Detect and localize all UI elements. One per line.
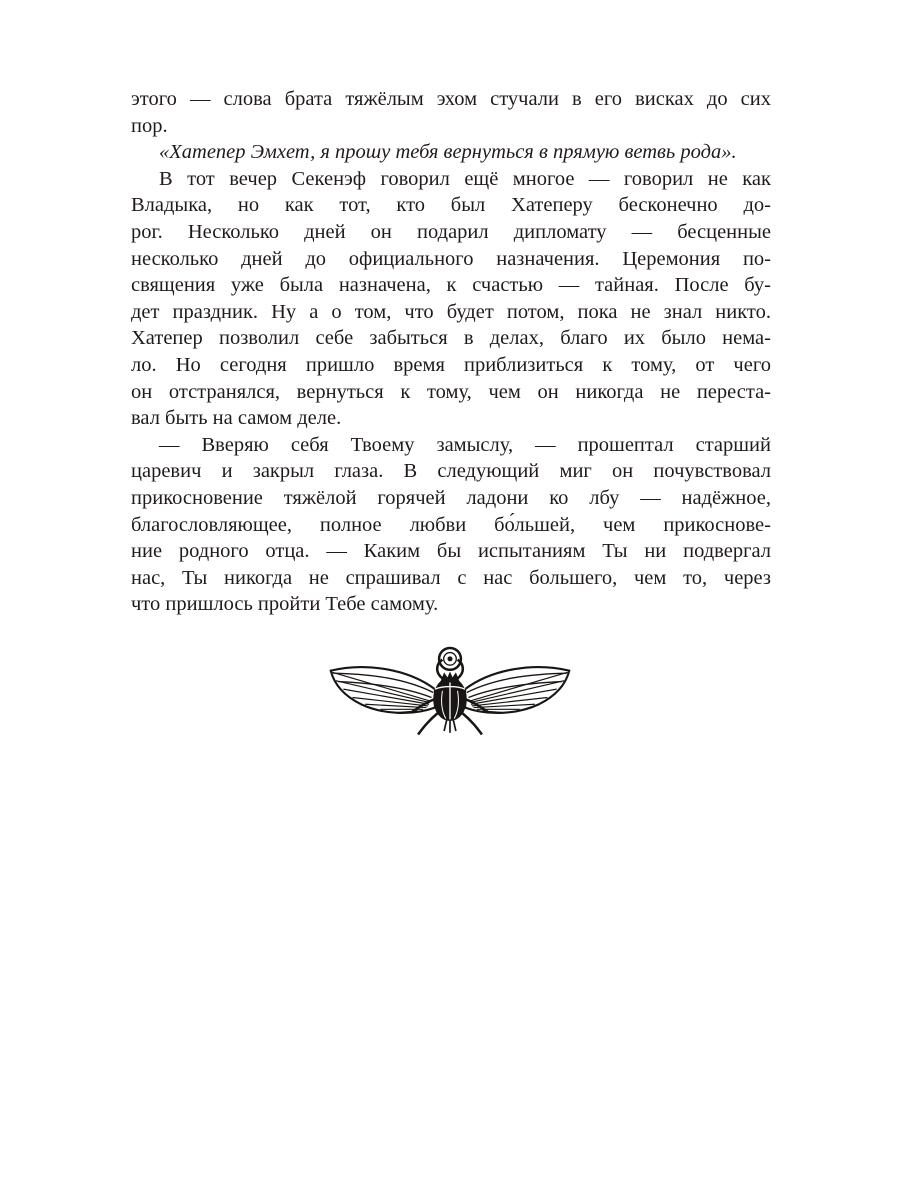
- text-line: Владыка, но как тот, кто был Хатеперу бесконечно до-: [131, 194, 771, 217]
- text-line: пор.: [131, 114, 168, 137]
- text-line: Хатепер позволил себе забыться в делах, благо их было нема-: [131, 327, 771, 350]
- text-line: ние родного отца. — Каким бы испытаниям Ты ни подвергал: [131, 540, 771, 563]
- text-line: несколько дней до официального назначения. Церемония по-: [131, 247, 771, 270]
- text-line: этого — слова брата тяжёлым эхом стучали в его висках до сих: [131, 88, 771, 110]
- text-line: дет праздник. Ну а о том, что будет потом, пока не знал никто.: [131, 300, 771, 323]
- text-line: благословляющее, полное любви бо́льшей, чем прикоснове-: [131, 513, 771, 536]
- text-line: В тот вечер Секенэф говорил ещё многое — говорил не как: [159, 167, 771, 190]
- text-line: священия уже была назначена, к счастью — тайная. После бу-: [131, 274, 771, 297]
- text-line: что пришлось пройти Тебе самому.: [131, 593, 439, 616]
- text-line: нас, Ты никогда не спрашивал с нас большего, чем то, через: [131, 566, 771, 589]
- winged-scarab-icon: [324, 640, 576, 750]
- text-line: рог. Несколько дней он подарил дипломату — бесценные: [131, 220, 771, 243]
- text-line: ло. Но сегодня пришло время приблизиться к тому, от чего: [131, 353, 771, 376]
- page-text: [131, 86, 771, 618]
- chapter-end-ornament: [0, 640, 900, 755]
- text-line: царевич и закрыл глаза. В следующий миг он почувствовал: [131, 460, 771, 483]
- text-line: «Хатепер Эмхет, я прошу тебя вернуться в прямую ветвь рода».: [159, 141, 737, 164]
- text-line: вал быть на самом деле.: [131, 407, 342, 430]
- text-line: прикосновение тяжёлой горячей ладони ко лбу — надёжное,: [131, 486, 771, 509]
- text-line: он отстранялся, вернуться к тому, чем он никогда не переста-: [131, 380, 771, 403]
- text-line: — Вверяю себя Твоему замыслу, — прошептал старший: [159, 433, 771, 456]
